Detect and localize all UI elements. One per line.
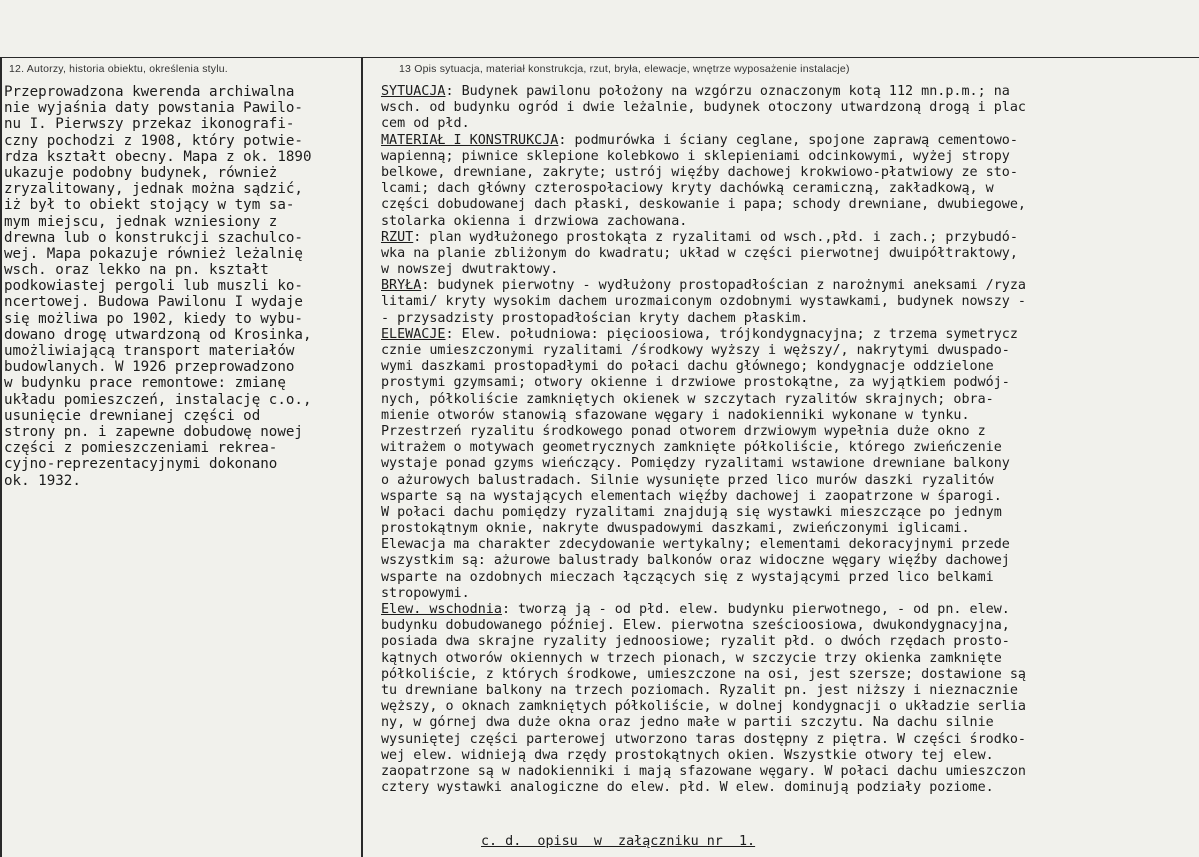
description-text: stropowymi. — [381, 585, 470, 601]
section-heading: SYTUACJA — [381, 84, 446, 99]
description-text: prostymi gzymsami; otwory okienne i drzwiowe prostokątne, za wyjątkiem podwój- — [381, 375, 1010, 391]
history-column — [4, 84, 360, 489]
description-text-line — [381, 489, 1199, 505]
description-text-line — [381, 116, 1199, 132]
history-text-line: strony pn. i zapewne dobudowę nowej — [4, 423, 303, 440]
description-text-line — [381, 667, 1199, 683]
description-text-line — [381, 181, 1199, 197]
description-text-line — [381, 602, 1199, 618]
description-text-line — [381, 505, 1199, 521]
description-text: witrażem o motywach geometrycznych zamknięte półkoliście, którego zwieńczenie — [381, 440, 1002, 456]
description-text: w nowszej dwutraktowy. — [381, 262, 559, 278]
description-text-line — [381, 311, 1199, 327]
history-text-line: nie wyjaśnia daty powstania Pawilo- — [4, 100, 303, 117]
description-text: cztery wystawki analogiczne do elew. płd. W elew. dominują podziały poziome. — [381, 780, 994, 796]
history-text-line: ukazuje podobny budynek, również — [4, 164, 278, 181]
description-text-line — [381, 408, 1199, 424]
continuation-note: c. d. opisu w załączniku nr 1. — [481, 834, 756, 849]
history-text-line: zryzalitowany, jednak można sądzić, — [4, 181, 303, 198]
description-text-line — [381, 100, 1199, 116]
left-rule — [0, 57, 2, 857]
description-text-line — [381, 553, 1199, 569]
description-text-line — [381, 424, 1199, 440]
section-12-header: 12. Autorzy, historia obiektu, określenia stylu. — [9, 63, 228, 75]
description-text-line — [381, 748, 1199, 764]
description-text-line — [381, 343, 1199, 359]
description-text: mienie otworów stanowią sfazowane węgary i nadokienniki wykonane w tynku. — [381, 407, 970, 423]
history-text-line: czny pochodzi z 1908, który potwie- — [4, 132, 303, 149]
description-text-line — [381, 651, 1199, 667]
description-text-line — [381, 440, 1199, 456]
description-text-line — [381, 230, 1199, 246]
description-text: kątnych otworów okiennych w trzech pionach, w szczycie trzy okienka zamknięte — [381, 650, 1002, 666]
section-13-header: 13 Opis sytuacja, materiał konstrukcja, rzut, bryła, elewacje, wnętrze wyposażenie instalacje) — [399, 63, 850, 75]
description-text: : podmurówka i ściany ceglane, spojone zaprawą cementowo- — [558, 132, 1018, 148]
description-text-line — [381, 764, 1199, 780]
description-text: posiada dwa skrajne ryzality jednoosiowe; ryzalit płd. o dwóch rzędach prosto- — [381, 634, 1010, 650]
description-text-line — [381, 392, 1199, 408]
history-text-line: rdza kształt obecny. Mapa z ok. 1890 — [4, 148, 312, 165]
description-text: belkowe, drewniane, zakryte; ustrój więźby dachowej krokwiowo-płatwiowy ze sto- — [381, 164, 1018, 180]
history-text-line: dowano drogę utwardzoną od Krosinka, — [4, 326, 312, 343]
description-text-line — [381, 359, 1199, 375]
section-heading: ELEWACJE — [381, 326, 446, 342]
description-text: wsparte są na wystających elementach więźby dachowej i zaopatrzone w śparogi. — [381, 488, 1002, 504]
description-column — [381, 84, 1199, 796]
description-text: : tworzą ją - od płd. elew. budynku pierwotnego, - od pn. elew. — [501, 602, 1010, 617]
history-text-line: drewna lub o konstrukcji szachulco- — [4, 229, 303, 246]
description-text: wysuniętej części parterowej utworzono taras dostępny z piętra. W części środko- — [381, 731, 1026, 747]
history-text-line: układu pomieszczeń, instalację c.o., — [4, 391, 312, 408]
description-text-line — [381, 732, 1199, 748]
description-text-line — [381, 456, 1199, 472]
description-text-line — [381, 294, 1199, 310]
description-text-line — [381, 699, 1199, 715]
description-text: : Budynek pawilonu położony na wzgórzu oznaczonym kotą 112 mn.p.m.; na — [445, 84, 1010, 99]
description-text: zaopatrzone są w nadokienniki i mają sfazowane węgary. W połaci dachu umieszczon — [381, 763, 1026, 779]
history-text-line: w budynku prace remontowe: zmianę — [4, 375, 286, 392]
column-divider — [361, 57, 363, 857]
description-text-line — [381, 780, 1199, 796]
description-text-line — [381, 537, 1199, 553]
description-text-line — [381, 262, 1199, 278]
history-text-line: części z pomieszczeniami rekreа- — [4, 440, 278, 457]
history-text-line: iż był to obiekt stojący w tym sa- — [4, 197, 295, 214]
description-text-line — [381, 246, 1199, 262]
description-text: wka na planie zbliżonym do kwadratu; układ w części pierwotnej dwuipółtraktowy, — [381, 245, 1018, 261]
description-text-line — [381, 197, 1199, 213]
description-text: części dobudowanej dach płaski, deskowanie i papa; schody drewniane, dwubiegowe, — [381, 197, 1026, 213]
history-text-line: ncertowej. Budowa Pawilonu I wydaje — [4, 294, 303, 311]
history-text-line: się możliwa po 1902, kiedy to wybu- — [4, 310, 303, 327]
history-text-line: cyjno-reprezentacyjnymi dokonano — [4, 456, 278, 473]
description-text-line — [381, 327, 1199, 343]
history-text-line: ok. 1932. — [4, 472, 81, 489]
description-text: W połaci dachu pomiędzy ryzalitami znajdują się wystawki mieszczące po jednym — [381, 504, 1002, 520]
description-text-line — [381, 165, 1199, 181]
description-text: cznie umieszczonymi ryzalitami /środkowy wyższy i węższy/, nakrytymi dwuspado- — [381, 343, 1010, 358]
description-text: wszystkim są: ażurowe balustrady balkonów oraz widoczne węgary więźby dachowej — [381, 553, 1010, 569]
description-text: Przestrzeń ryzalitu środkowego ponad otworem drzwiowym wypełnia duże okno z — [381, 423, 986, 439]
description-text: cem od płd. — [381, 116, 470, 132]
history-text-line: mym miejscu, jednak wzniesiony z — [4, 213, 278, 230]
description-text: półkoliście, z których środkowe, umieszczone na osi, jest szersze; dostawione są — [381, 666, 1026, 682]
description-text: : budynek pierwotny - wydłużony prostopadłościan z narożnymi aneksami /ryza — [421, 278, 1026, 294]
history-text-line: Przeprowadzona kwerenda archiwalna — [4, 84, 295, 100]
description-text: : Elew. południowa: pięcioosiowa, trójkondygnacyjna; z trzema symetrycz — [445, 326, 1018, 342]
description-text: budynku dobudowanego później. Elew. pierwotna sześcioosiowa, dwukondygnacyjna, — [381, 618, 1010, 634]
description-text-line — [381, 715, 1199, 731]
history-text-line: budowlanych. W 1926 przeprowadzono — [4, 359, 295, 376]
description-text-line — [381, 586, 1199, 602]
description-text: nych, półkoliście zamkniętych okienek w szczytach ryzalitów skrajnych; obra- — [381, 391, 994, 407]
description-text-line — [381, 149, 1199, 165]
section-heading: MATERIAŁ I KONSTRUKCJA — [381, 132, 559, 148]
description-text: wej elew. widnieją dwa rzędy prostokątnych okien. Wszystkie otwory tej elew. — [381, 747, 994, 763]
description-text-line — [381, 618, 1199, 634]
description-text-line — [381, 214, 1199, 230]
description-text-line — [381, 521, 1199, 537]
description-text: wystaje ponad gzyms wieńczący. Pomiędzy ryzalitami wstawione drewniane balkony — [381, 456, 1010, 472]
section-heading: RZUT — [381, 229, 414, 245]
history-text-line: wej. Mapa pokazuje również leżalnię — [4, 245, 303, 262]
description-text-line — [381, 473, 1199, 489]
description-text-line — [381, 84, 1199, 100]
top-rule — [0, 57, 1199, 58]
section-heading: Elew. wschodnia — [381, 602, 502, 617]
description-text-line — [381, 375, 1199, 391]
description-text: wsch. od budynku ogród i dwie leżalnie, budynek otoczony utwardzoną drogą i plac — [381, 100, 1026, 116]
description-text: ny, w górnej dwa duże okna oraz jedno małe w partii szczytu. Na dachu silnie — [381, 715, 994, 731]
description-text: tu drewniane balkony na trzech poziomach. Ryzalit pn. jest niższy i nieznacznie — [381, 682, 1018, 698]
history-text-line: umożliwiającą transport materiałów — [4, 343, 295, 359]
description-text-line — [381, 133, 1199, 149]
description-text: prostokątnym oknie, nakryte dwuspadowymi daszkami, zwieńczonymi iglicami. — [381, 521, 970, 537]
description-text-line — [381, 634, 1199, 650]
description-text: lcami; dach główny czterospołaciowy kryty dachówką ceramiczną, zakładkową, w — [381, 181, 994, 197]
description-text-line — [381, 683, 1199, 699]
description-text-line — [381, 278, 1199, 294]
history-text-line: usunięcie drewnianej części od — [4, 407, 261, 424]
history-text-line: podkowiastej pergoli lub muszli ko- — [4, 278, 303, 295]
description-text: wapienną; piwnice sklepione kolebkowo i sklepieniami odcinkowymi, wyżej stropy — [381, 148, 1010, 164]
description-text: - przysadzisty prostopadłościan kryty dachem płaskim. — [381, 310, 809, 326]
description-text-line — [381, 570, 1199, 586]
description-text: litami/ kryty wysokim dachem urozmaiconym ozdobnymi wystawkami, budynek nowszy - — [381, 294, 1026, 310]
description-text: Elewacja ma charakter zdecydowanie wertykalny; elementami dekoracyjnymi przede — [381, 537, 1010, 553]
description-text: węższy, o oknach zamkniętych półkoliście, w dolnej kondygnacji o układzie serlia — [381, 699, 1026, 715]
history-text-line: wsch. oraz lekko na pn. kształt — [4, 262, 269, 279]
description-text: : plan wydłużonego prostokąta z ryzalitami od wsch.,płd. i zach.; przybudó- — [413, 229, 1018, 245]
section-heading: BRYŁA — [381, 278, 422, 294]
description-text: stolarka okienna i drzwiowa zachowana. — [381, 213, 688, 229]
description-text: o ażurowych balustradach. Silnie wysunięte przed lico murów daszki ryzalitów — [381, 472, 994, 488]
history-text-line: nu I. Pierwszy przekaz ikonografi- — [4, 116, 295, 133]
description-text: wsparte na ozdobnych mieczach łączących się z wystającymi przed lico belkami — [381, 569, 994, 585]
description-text: wymi daszkami prostopadłymi do połaci dachu głównego; kondygnacje oddzielone — [381, 359, 994, 375]
